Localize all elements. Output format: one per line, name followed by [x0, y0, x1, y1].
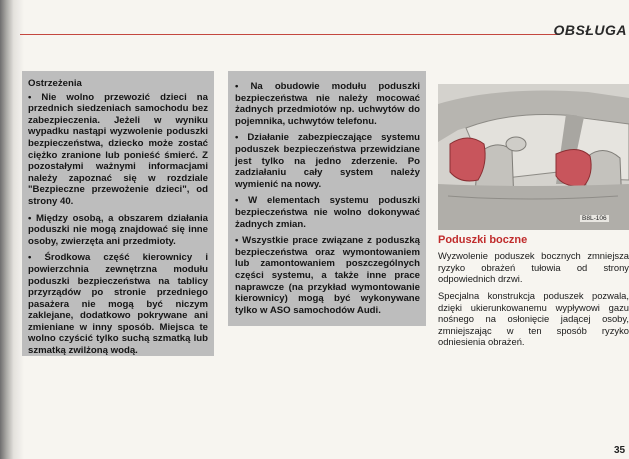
- book-spine-shadow: [0, 0, 14, 459]
- side-airbag-illustration: [438, 84, 629, 230]
- section-title: Poduszki boczne: [438, 234, 528, 246]
- body-paragraph: Specjalna konstrukcja poduszek pozwala, dzięki ukierunkowanemu wypływowi gazu nośnego na osłonięcie jadącej osoby, zmniejszając w ten sposób ryzyko odniesienia obrażeń.: [438, 290, 629, 347]
- warning-paragraph: • Środkowa część kierownicy i powierzchnia zewnętrzna modułu poduszki bezpieczeństwa na tablicy przyrządów po stronie przedniego pasażera nie mogą być niczym zaklejane, dodatkowo pokrywane ani zmieniane w inny sposób. Miejsca te wolno czyścić tylko suchą szmatką lub szmatką zwilżoną wodą.: [28, 252, 208, 357]
- page-number: 35: [614, 445, 626, 456]
- warning-paragraph: • Między osobą, a obszarem działania poduszki nie mogą znajdować się inne osoby, zwierzęta ani przedmioty.: [28, 212, 208, 247]
- warning-title: Ostrzeżenia: [28, 78, 82, 89]
- warning-box-1: [22, 71, 214, 356]
- section-header: OBSŁUGA: [553, 22, 627, 38]
- warning-paragraph: • Działanie zabezpieczające systemu poduszek bezpieczeństwa przewidziane jest tylko na jedno zderzenie. Po zadziałaniu cały system należy wymienić na nowy.: [235, 132, 420, 190]
- header-rule: [20, 34, 560, 35]
- warning-paragraph: • Wszystkie prace związane z poduszką bezpieczeństwa oraz wymontowaniem lub zamontowaniem poszczególnych części systemu, a także inne prace naprawcze (na przykład wymontowanie kierownicy) mogą być wykonywane tylko w ASO samochodów Audi.: [235, 235, 420, 316]
- rear-side-airbag: [450, 138, 485, 181]
- front-side-airbag: [556, 149, 591, 186]
- figure-label: B8L-106: [582, 215, 607, 222]
- warning-paragraph: • Nie wolno przewozić dzieci na przednich siedzeniach samochodu bez zabezpieczenia. Jeżeli w wyniku wypadku nastąpi wyzwolenie poduszki bezpieczeństwa, dziecko może zostać ciężko zranione lub ponieść śmierć. Z pozostałymi ważnymi informacjami należy zapoznać się w rozdziale "Bezpieczne przewożenie dzieci", od strony 40.: [28, 91, 208, 207]
- headrest: [506, 137, 526, 151]
- warning-box-2: [228, 71, 426, 326]
- warning-paragraph: • W elementach systemu poduszki bezpieczeństwa nie wolno dokonywać żadnych zmian.: [235, 195, 420, 230]
- car-interior-drawing: [438, 84, 629, 230]
- body-paragraph: Wyzwolenie poduszek bocznych zmniejsza ryzyko obrażeń tułowia od strony odpowiednich drzwi.: [438, 250, 629, 284]
- door-panel: [438, 184, 629, 230]
- warning-paragraph: • Na obudowie modułu poduszki bezpieczeństwa nie należy mocować żadnych przedmiotów np. uchwytów do pojemnika, uchwytów telefonu.: [235, 81, 420, 127]
